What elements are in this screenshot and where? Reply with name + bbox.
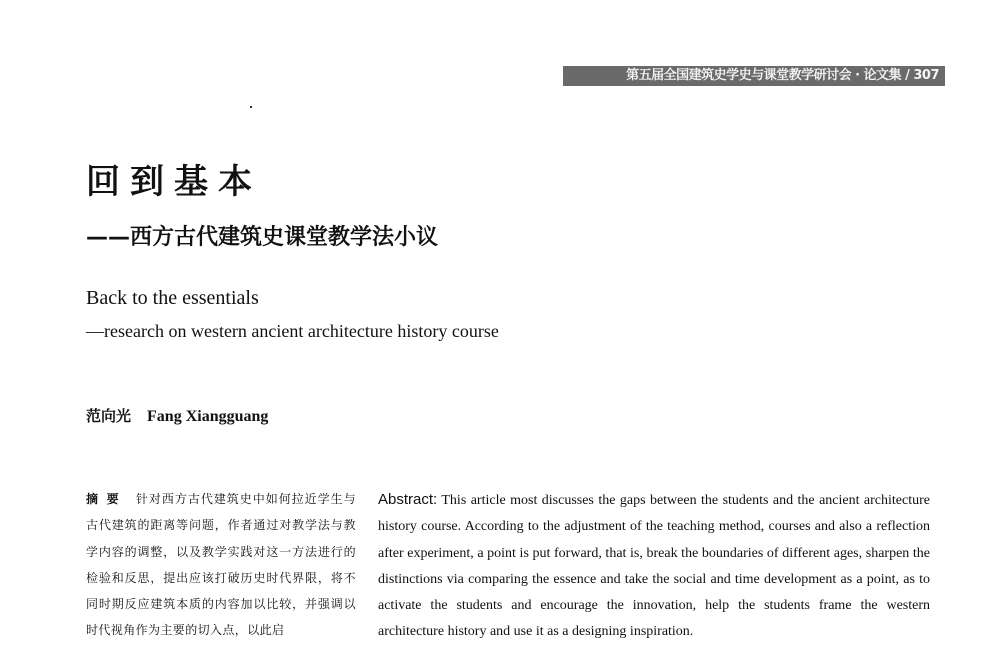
abstract-en-text: This article most discusses the gaps between the students and the ancient architecture history course. According to the adjustment of the teaching method, courses and also a reflection after experiment, a point is put forward, that is, break the boundaries of different ages, sharpen the distinctions via comparing the essence and take the social and time development as a point, as to activate the students and encourage the innovation, help the students frame the western architecture history and use it as a designing inspiration. xyxy=(378,493,930,640)
running-header: 第五届全国建筑史学史与课堂教学研讨会 · 论文集 / 307 xyxy=(563,66,945,86)
author-name-en: Fang Xiangguang xyxy=(147,408,269,425)
subtitle-zh: ——西方古代建筑史课堂教学法小议 xyxy=(86,225,439,250)
print-speck xyxy=(250,106,252,108)
author-line xyxy=(86,404,268,429)
abstract-zh xyxy=(86,486,356,644)
title-en: Back to the essentials xyxy=(86,287,259,309)
subtitle-en: —research on western ancient architecture history course xyxy=(86,321,499,341)
abstract-zh-text: 针对西方古代建筑史中如何拉近学生与古代建筑的距离等问题，作者通过对教学法与教学内容的调整，以及教学实践对这一方法进行的检验和反思，提出应该打破历史时代界限，将不同时期反应建筑本质的内容加以比较，并强调以时代视角作为主要的切入点，以此启 xyxy=(86,492,356,638)
abstract-en-label: Abstract: xyxy=(378,491,438,508)
abstract-zh-label: 摘要 xyxy=(86,492,128,506)
abstract-en xyxy=(378,487,930,646)
title-zh: 回到基本 xyxy=(86,162,262,202)
author-name-zh: 范向光 xyxy=(86,407,132,425)
